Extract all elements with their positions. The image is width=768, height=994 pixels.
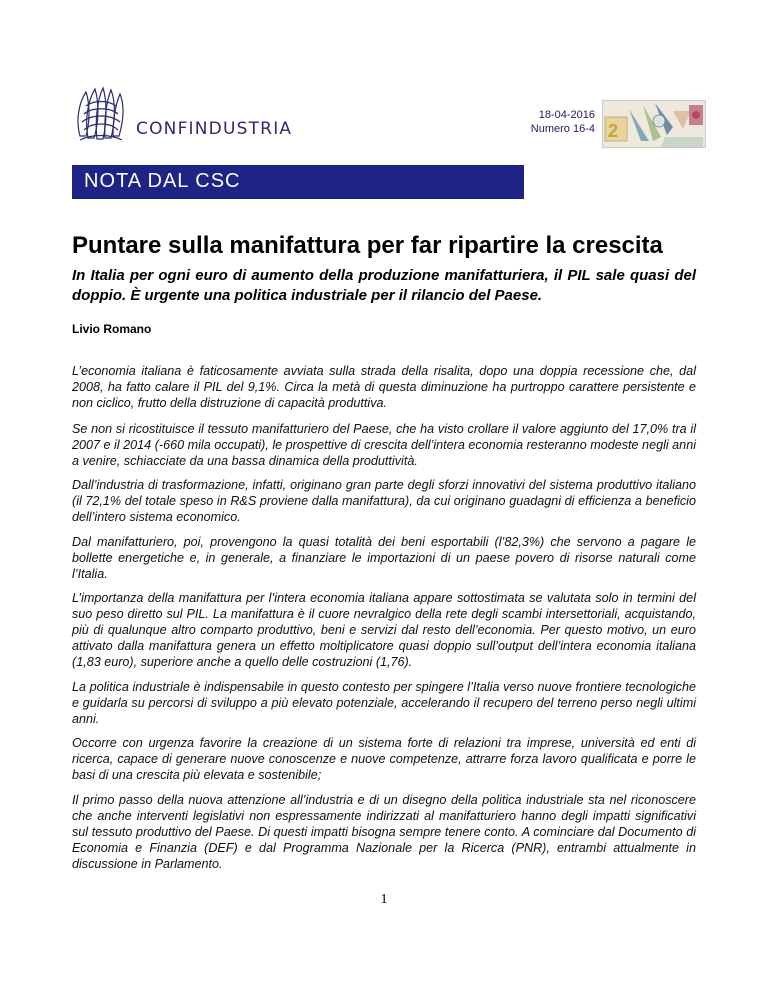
body-paragraph: Dal manifatturiero, poi, provengono la quasi totalità dei beni esportabili (l’82,3%) che servono a pagare le bollette energetiche e, in generale, a finanziare le importazioni di un paese povero di risorse naturali come l’Italia. [72,534,696,581]
issue-date: 18-04-2016 [538,109,595,121]
cover-thumbnail-icon [602,100,706,148]
article-body [72,363,696,880]
body-paragraph: L’importanza della manifattura per l’intera economia italiana appare sottostimata se valutata solo in termini del suo peso diretto sul PIL. La manifattura è il cuore nevralgico della rete degli scambi intersettoriali, acquistando, più di qualunque altro comparto produttivo, beni e servizi dal resto dell’economia. Per questo motivo, un euro attivato dalla manifattura genera un effetto moltiplicatore quasi doppio sull’output dell’intera economia italiana (1,83 euro), superiore anche a quello delle costruzioni (1,76). [72,591,696,669]
svg-text:2: 2 [608,121,619,141]
body-paragraph: L’economia italiana è faticosamente avviata sulla strada della risalita, dopo una doppia recessione che, dal 2008, ha fatto calare il PIL del 9,1%. Circa la metà di questa diminuzione ha purtroppo carattere persistente e non ciclico, frutto della distruzione di capacità produttiva. [72,364,696,410]
banner-label: NOTA DAL CSC [84,170,241,192]
confindustria-logo [70,86,300,152]
section-banner [72,165,524,199]
body-paragraph: Il primo passo della nuova attenzione all’industria e di un disegno della politica industriale sta nel riconoscere che anche interventi legislativi non espressamente indirizzati al manifatturiero hanno degli impatti significativi sul tessuto produttivo del Paese. Di questi impatti bisogna sempre tenere conto. A cominciare dal Documento di Economia e Finanzia (DEF) e dal Programma Nazionale per la Ricerca (PNR), entrambi attualmente in discussione in Parlamento. [72,792,696,871]
issue-number: Numero 16-4 [530,123,595,135]
article-subtitle: In Italia per ogni euro di aumento della produzione manifatturiera, il PIL sale quasi del doppio. È urgente una politica industriale per il rilancio del Paese. [72,267,696,304]
body-paragraph: Dall’industria di trasformazione, infatti, originano gran parte degli sforzi innovativi del sistema produttivo italiano (il 72,1% del totale speso in R&S proviene dalla manifattura), da cui originano guadagni di efficienza a beneficio dell’intero sistema economico. [72,478,696,524]
article-author: Livio Romano [72,322,152,336]
page-number: 1 [380,892,388,907]
logo-text: CONFINDUSTRIA [136,119,293,139]
body-paragraph: La politica industriale è indispensabile in questo contesto per spingere l’Italia verso nuove frontiere tecnologiche e guidarla su percorsi di sviluppo a più elevato potenziale, accelerando il recupero del terreno perso negli ultimi anni. [72,679,696,726]
body-paragraph: Se non si ricostituisce il tessuto manifatturiero del Paese, che ha visto crollare il valore aggiunto del 17,0% tra il 2007 e il 2014 (-660 mila occupati), le prospettive di crescita dell’intera economia resteranno modeste negli anni a venire, schiacciate da una bassa dinamica della produttività. [72,421,696,468]
issue-info [531,108,595,136]
body-paragraph: Occorre con urgenza favorire la creazione di un sistema forte di relazioni tra imprese, università ed enti di ricerca, capace di generare nuove conoscenze e nuove competenze, attrarre forza lavoro qualificata e porre le basi di una crescita più elevata e sostenibile; [72,736,696,782]
confindustria-logo-icon [70,86,132,146]
article-title: Puntare sulla manifattura per far ripartire la crescita [72,232,663,259]
